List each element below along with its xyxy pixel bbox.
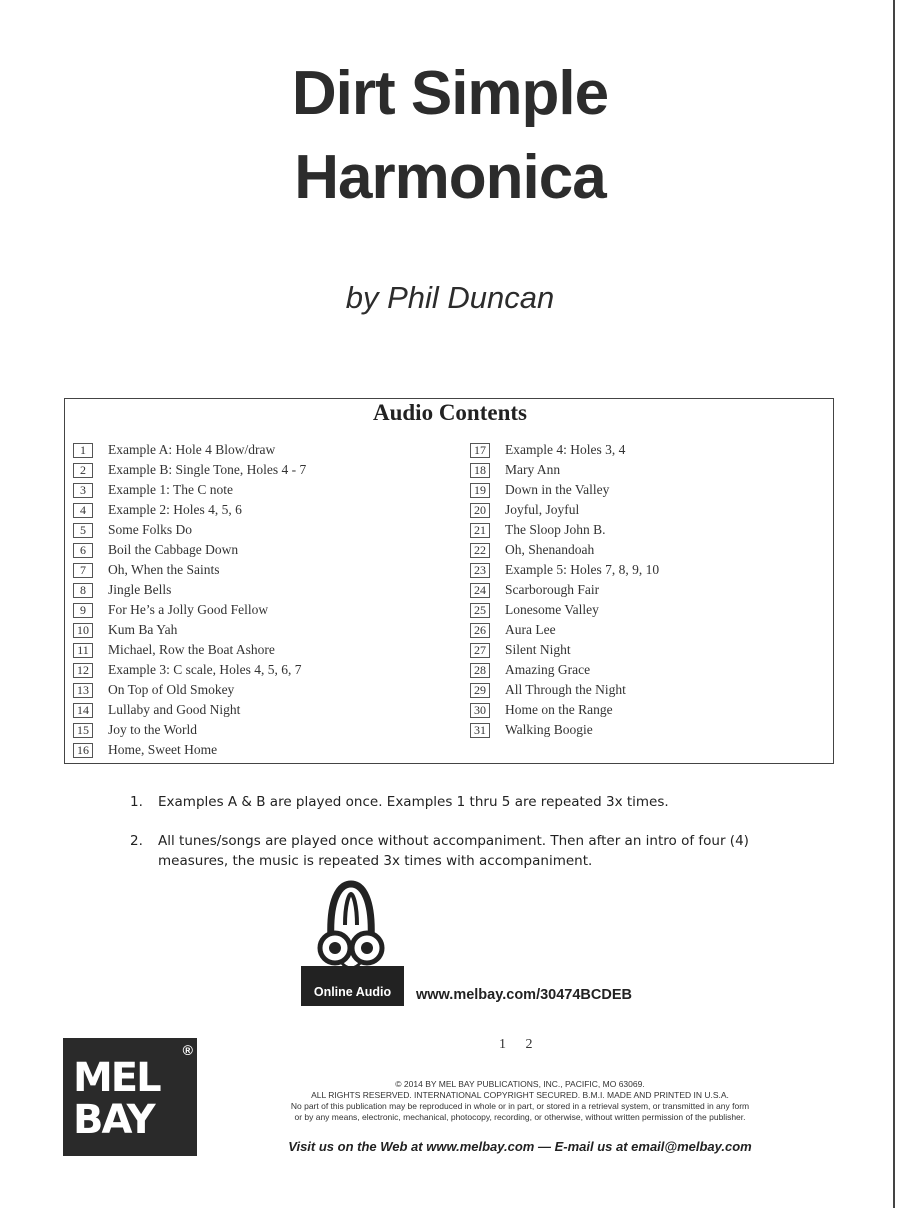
track-item — [470, 660, 850, 680]
track-item — [470, 500, 850, 520]
track-number-box: 10 — [73, 623, 93, 638]
track-number-box: 25 — [470, 603, 490, 618]
track-title: Some Folks Do — [108, 522, 193, 537]
author-byline: by Phil Duncan — [345, 280, 555, 315]
notes-list — [130, 792, 810, 890]
track-title: Amazing Grace — [505, 662, 591, 677]
audio-contents-heading: Audio Contents — [372, 400, 527, 425]
note-item — [130, 792, 810, 812]
track-title: Oh, Shenandoah — [505, 542, 595, 557]
visit-web-line: Visit us on the Web at www.melbay.com — E-mail us at email@melbay.com — [288, 1139, 752, 1154]
track-title: Example B: Single Tone, Holes 4 - 7 — [108, 462, 307, 477]
track-title: Example 5: Holes 7, 8, 9, 10 — [505, 562, 660, 577]
track-title: Example 1: The C note — [108, 482, 233, 497]
track-item — [470, 720, 850, 740]
note-text: All tunes/songs are played once without accompaniment. Then after an intro of four (4) measures, the music is repeated 3x times with accompaniment. — [158, 833, 749, 869]
track-number-box: 6 — [73, 543, 93, 558]
track-number-box: 24 — [470, 583, 490, 598]
note-text: Examples A & B are played once. Examples 1 thru 5 are repeated 3x times. — [158, 794, 669, 810]
track-title: Jingle Bells — [108, 582, 172, 597]
track-title: Example A: Hole 4 Blow/draw — [108, 442, 276, 457]
copyright-notice — [220, 1079, 820, 1123]
track-title: Home, Sweet Home — [108, 742, 218, 757]
logo-line-2: BAY — [73, 1097, 154, 1143]
track-item — [73, 640, 453, 660]
track-list-right — [470, 440, 850, 740]
track-number-box: 11 — [73, 643, 93, 658]
note-item — [130, 831, 810, 871]
track-number-box: 15 — [73, 723, 93, 738]
track-item — [73, 520, 453, 540]
title-line-1: Dirt Simple — [291, 59, 609, 128]
track-number-box: 7 — [73, 563, 93, 578]
track-item — [470, 680, 850, 700]
track-number-box: 30 — [470, 703, 490, 718]
track-number-box: 3 — [73, 483, 93, 498]
track-title: Example 3: C scale, Holes 4, 5, 6, 7 — [108, 662, 302, 677]
track-item — [470, 520, 850, 540]
title-line-2: Harmonica — [294, 143, 606, 212]
note-number: 2. — [130, 833, 143, 849]
track-number-box: 2 — [73, 463, 93, 478]
track-number-box: 19 — [470, 483, 490, 498]
track-title: Kum Ba Yah — [108, 622, 178, 637]
track-title: Walking Boogie — [505, 722, 593, 737]
track-title: On Top of Old Smokey — [108, 682, 235, 697]
track-item — [73, 580, 453, 600]
track-title: Silent Night — [505, 642, 571, 657]
track-item — [470, 560, 850, 580]
track-title: Lonesome Valley — [505, 602, 599, 617]
track-number-box: 20 — [470, 503, 490, 518]
track-number-box: 12 — [73, 663, 93, 678]
copyright-line: No part of this publication may be reproduced in whole or in part, or stored in a retrieval system, or transmitted in any form — [290, 1101, 750, 1111]
track-item — [470, 700, 850, 720]
track-number-box: 21 — [470, 523, 490, 538]
track-number-box: 22 — [470, 543, 490, 558]
track-title: Joy to the World — [108, 722, 198, 737]
track-title: Michael, Row the Boat Ashore — [108, 642, 275, 657]
headphones-icon — [301, 880, 404, 972]
track-item — [73, 480, 453, 500]
track-item — [73, 620, 453, 640]
track-title: Mary Ann — [505, 462, 561, 477]
track-title: Aura Lee — [505, 622, 556, 637]
online-audio-label: Online Audio — [301, 966, 404, 1006]
track-item — [470, 540, 850, 560]
track-item — [73, 680, 453, 700]
track-number-box: 1 — [73, 443, 93, 458]
track-title: Boil the Cabbage Down — [108, 542, 239, 557]
logo-line-1: MEL — [73, 1055, 160, 1101]
track-item — [73, 600, 453, 620]
copyright-line: © 2014 BY MEL BAY PUBLICATIONS, INC., PACIFIC, MO 63069. — [395, 1079, 645, 1089]
track-number-box: 8 — [73, 583, 93, 598]
track-item — [73, 460, 453, 480]
track-number-box: 18 — [470, 463, 490, 478]
track-item — [73, 740, 453, 760]
track-item — [470, 620, 850, 640]
copyright-line: or by any means, electronic, mechanical, photocopy, recording, or otherwise, without written permission of the publisher. — [294, 1112, 746, 1122]
track-title: Example 2: Holes 4, 5, 6 — [108, 502, 242, 517]
track-title: The Sloop John B. — [505, 522, 606, 537]
track-item — [73, 700, 453, 720]
track-number-box: 13 — [73, 683, 93, 698]
registered-mark: ® — [182, 1042, 193, 1058]
track-number-box: 5 — [73, 523, 93, 538]
note-number: 1. — [130, 794, 143, 810]
track-number-box: 23 — [470, 563, 490, 578]
track-number-box: 16 — [73, 743, 93, 758]
track-item — [73, 660, 453, 680]
track-title: All Through the Night — [505, 682, 626, 697]
track-number-box: 26 — [470, 623, 490, 638]
track-item — [73, 440, 453, 460]
track-item — [470, 640, 850, 660]
track-title: Home on the Range — [505, 702, 613, 717]
track-number-box: 14 — [73, 703, 93, 718]
track-item — [73, 560, 453, 580]
mel-bay-logo — [63, 1038, 197, 1156]
track-item — [470, 460, 850, 480]
track-title: Oh, When the Saints — [108, 562, 220, 577]
track-title: Down in the Valley — [505, 482, 610, 497]
online-audio-badge[interactable] — [301, 880, 404, 1008]
track-number-box: 28 — [470, 663, 490, 678]
page-numbers — [499, 1037, 549, 1053]
track-number-box: 31 — [470, 723, 490, 738]
track-item — [470, 480, 850, 500]
track-item — [73, 500, 453, 520]
track-title: Joyful, Joyful — [505, 502, 580, 517]
track-item — [470, 440, 850, 460]
track-title: Lullaby and Good Night — [108, 702, 241, 717]
track-number-box: 4 — [73, 503, 93, 518]
track-number-box: 29 — [470, 683, 490, 698]
page-number: 1 — [499, 1037, 506, 1052]
track-item — [73, 540, 453, 560]
track-title: Example 4: Holes 3, 4 — [505, 442, 626, 457]
track-item — [470, 600, 850, 620]
track-title: Scarborough Fair — [505, 582, 600, 597]
track-list-left — [73, 440, 453, 760]
track-number-box: 17 — [470, 443, 490, 458]
track-title: For He’s a Jolly Good Fellow — [108, 602, 269, 617]
track-number-box: 9 — [73, 603, 93, 618]
copyright-line: ALL RIGHTS RESERVED. INTERNATIONAL COPYRIGHT SECURED. B.M.I. MADE AND PRINTED IN U.S.A. — [311, 1090, 729, 1100]
online-audio-url[interactable]: www.melbay.com/30474BCDEB — [416, 987, 632, 1003]
track-item — [73, 720, 453, 740]
track-item — [470, 580, 850, 600]
track-number-box: 27 — [470, 643, 490, 658]
page-number: 2 — [525, 1037, 533, 1052]
